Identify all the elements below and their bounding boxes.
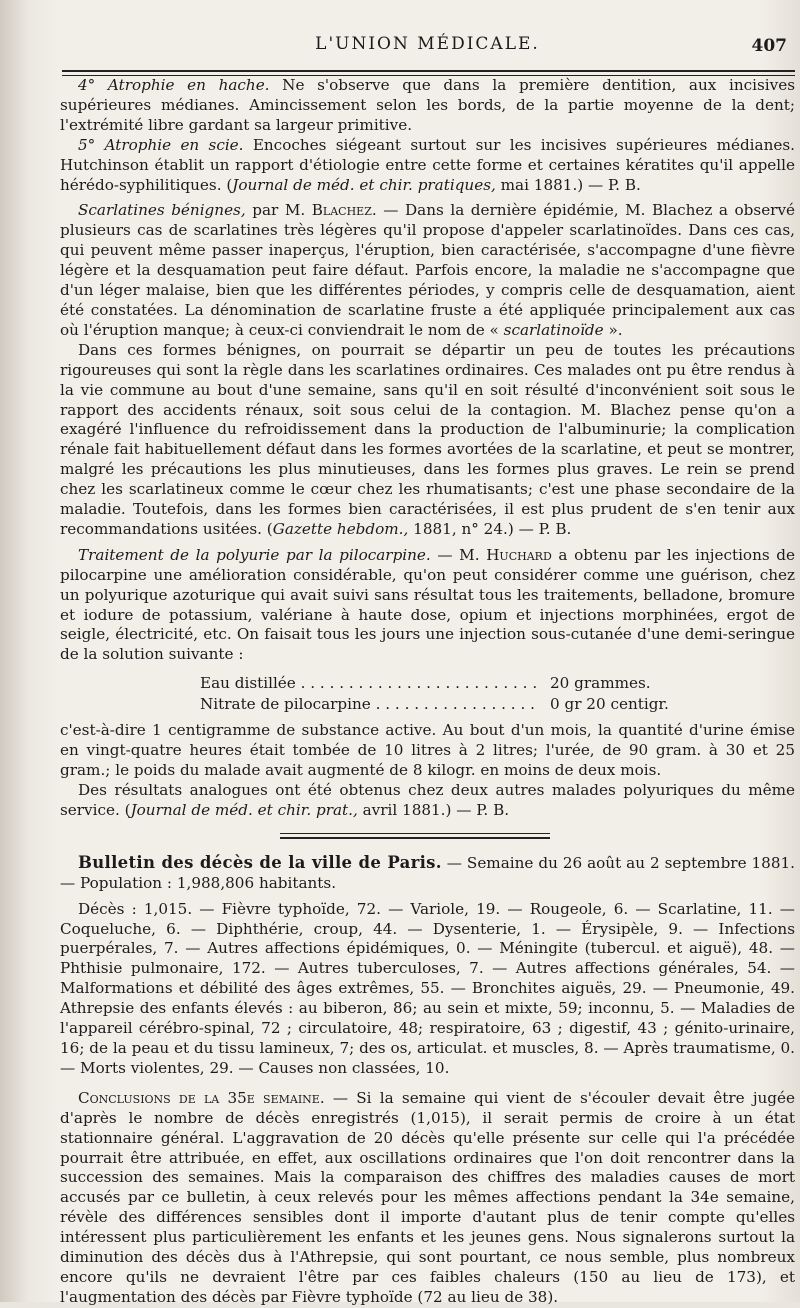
scarlatines-author-prefix: par M. xyxy=(245,201,312,220)
polyurie-title: Traitement de la polyurie par la pilocarpine. xyxy=(78,545,431,564)
bulletin-heading-paragraph xyxy=(60,853,795,894)
conclusions-label: Conclusions de la 35e semaine. xyxy=(78,1088,325,1107)
scarlatines-text-2: Dans ces formes bénignes, on pourrait se départir un peu de toutes les précautions rigoureuses qui sont la règle dans les scarlatines ordinaires. Ces malades ont pu être rendus à la vie commune au bout d'une semaine, sans qu'il en soit résulté d'inconvénient soit sous le rapport des accidents rénaux, soit sous celui de la contagion. M. Blachez pense qu'on a exagéré l'influence du refroidissement dans la production de l'albuminurie; la complication rénale fait habituellement défaut dans les formes avortées de la scarlatine, et peut se montrer, malgré les précautions les plus minutieuses, dans les formes plus graves. Le rein se prend chez les scarlatineux comme le cœur chez les rhumatisants; c'est une phase secondaire de la maladie. Toutefois, dans les formes bien caractérisées, il est plus prudent de s'en tenir aux recommandations usitées. ( xyxy=(60,340,795,538)
atrophy-scie-title: 5° Atrophie en scie. xyxy=(78,135,244,154)
atrophy-scie-reference: Journal de méd. et chir. pratiques, xyxy=(232,175,496,194)
section-divider xyxy=(280,833,550,839)
page-content xyxy=(60,76,795,1308)
scarlatines-title: Scarlatines bénignes, xyxy=(78,201,246,220)
conclusions-paragraph xyxy=(60,1089,795,1308)
formula-row xyxy=(200,673,680,694)
atrophy-hache-paragraph xyxy=(60,76,795,136)
atrophy-scie-end: mai 1881.) — P. B. xyxy=(495,175,641,194)
scarlatines-reference-end: 1881, n° 24.) — P. B. xyxy=(408,519,572,538)
bulletin-deaths-paragraph xyxy=(60,900,795,1079)
polyurie-paragraph-2 xyxy=(60,721,795,781)
polyurie-reference-end: avril 1881.) — P. B. xyxy=(357,800,510,819)
formula-table xyxy=(200,673,680,715)
scarlatines-reference: Gazette hebdom., xyxy=(272,519,409,538)
scarlatinoide-term: scarlatinoïde xyxy=(503,320,604,339)
running-title: L'UNION MÉDICALE. xyxy=(315,34,540,54)
bulletin-deaths: Décès : 1,015. — Fièvre typhoïde, 72. — Variole, 19. — Rougeole, 6. — Scarlatine, 11. — Coqueluche, 6. — Diphthérie, croup, 44. — Dysenterie, 1. — Érysipèle, 9. — Infections puerpérales, 7. — Autres affections épidémiques, 0. — Méningite (tubercul. et aiguë), 48. — Phthisie pulmonaire, 172. — Autres tuberculoses, 7. — Autres affections générales, 54. — Malformations et débilité des âges extrêmes, 55. — Bronchites aiguës, 29. — Pneumonie, 49. Athrepsie des enfants élevés : au biberon, 86; au sein et mixte, 59; inconnu, 5. — Maladies de l'appareil cérébro-spinal, 72 ; circulatoire, 48; respiratoire, 63 ; digestif, 43 ; génito-urinaire, 16; de la peau et du tissu lamineux, 7; des os, articulat. et muscles, 8. — Après traumatisme, 0. — Morts violentes, 29. — Causes non classées, 10. xyxy=(60,899,795,1077)
scarlatines-author: Blachez xyxy=(311,201,372,220)
atrophy-scie-paragraph xyxy=(60,136,795,196)
atrophy-hache-title: 4° Atrophie en hache. xyxy=(78,76,270,94)
polyurie-author: Huchard xyxy=(486,545,552,564)
polyurie-reference: Journal de méd. et chir. prat., xyxy=(130,800,358,819)
scarlatines-paragraph xyxy=(60,201,795,340)
polyurie-text: a obtenu par les injections de pilocarpine une amélioration considérable, qu'on peut considérer comme une guérison, chez un polyurique azoturique qui avait suivi sans résultat tous les traitements, belladone, bromure et iodure de potassium, valériane à haute dose, opium et injections morphinées, ergot de seigle, électricité, etc. On faisait tous les jours une injection sous-cutanée d'une demi-seringue de la solution suivante : xyxy=(60,545,795,664)
polyurie-paragraph xyxy=(60,546,795,665)
formula-quantity: 20 grammes. xyxy=(536,673,680,694)
bulletin-title: Bulletin des décès de la ville de Paris. xyxy=(78,852,442,872)
atrophy-scie-text: Encoches siégeant surtout sur les incisives supérieures médianes. Hutchinson établit un rapport d'étiologie entre cette forme et certaines kératites qu'il appelle hérédo-syphilitiques. ( xyxy=(60,135,795,194)
scarlatines-paragraph-2 xyxy=(60,341,795,540)
scarlatines-text: . — Dans la dernière épidémie, M. Blachez a observé plusieurs cas de scarlatines très légères qu'il propose d'appeler scarlatinoïdes. Dans ces cas, qui peuvent même passer inaperçus, l'éruption, bien caractérisée, s'accompagne d'une fièvre légère et la desquamation peut faire défaut. Parfois encore, la maladie ne s'accompagne que d'un léger malaise, bien que les différentes périodes, y compris celle de desquamation, aient été constatées. La dénomination de scarlatine fruste a été appliquée principalement aux cas où l'éruption manque; à ceux-ci conviendrait le nom de « xyxy=(60,201,796,339)
bulletin-subtitle: — Semaine du 26 août au 2 septembre 1881. — Population : 1,988,806 habitants. xyxy=(60,853,795,892)
conclusions-text: — Si la semaine qui vient de s'écouler devait être jugée d'après le nombre de décès enregistrés (1,015), il serait permis de croire à un état stationnaire général. L'aggravation de 20 décès qu'elle présente sur celle qui l'a précédée pourrait être attribuée, en effet, aux oscillations ordinaires que l'on doit rencontrer dans la succession des semaines. Mais la comparaison des chiffres des maladies causes de mort accusés par ce bulletin, à ceux relevés pour les mêmes affections pendant la 34e semaine, révèle des différences sensibles dont il importe d'autant plus de tenir compte qu'elles intéressent plus particulièrement les enfants et les jeunes gens. Nous signalerons surtout la diminution des décès dus à l'Athrepsie, qui sont pourtant, ce nous semble, plus nombreux encore qu'ils ne devraient l'être par ces faibles chaleurs (150 au lieu de 173), et l'augmentation des décès par Fièvre typhoïde (72 au lieu de 38). xyxy=(60,1088,796,1306)
atrophy-hache-text: Ne s'observe que dans la première dentition, aux incisives supérieures médianes. Amincissement selon les bords, de la partie moyenne de la dent; l'extrémité libre gardant sa largeur primitive. xyxy=(60,76,795,134)
page-header xyxy=(60,30,795,64)
formula-ingredient: Eau distillée . . . xyxy=(200,673,536,694)
scarlatines-text-end: ». xyxy=(603,320,623,339)
polyurie-author-prefix: — M. xyxy=(430,545,487,564)
polyurie-paragraph-3 xyxy=(60,781,795,821)
polyurie-text-3: Des résultats analogues ont été obtenus chez deux autres malades polyuriques du même service. ( xyxy=(60,781,795,819)
formula-ingredient: Nitrate de pilocarpine . . . xyxy=(200,694,536,715)
page-number: 407 xyxy=(751,36,787,56)
formula-row xyxy=(200,694,680,715)
polyurie-text-2: c'est-à-dire 1 centigramme de substance active. Au bout d'un mois, la quantité d'urine émise en vingt-quatre heures était tombée de 10 litres à 2 litres; l'urée, de 90 gram. à 30 et 25 gram.; le poids du malade avait augmenté de 8 kilogr. en moins de deux mois. xyxy=(60,721,795,780)
formula-quantity: 0 gr 20 centigr. xyxy=(536,694,680,715)
